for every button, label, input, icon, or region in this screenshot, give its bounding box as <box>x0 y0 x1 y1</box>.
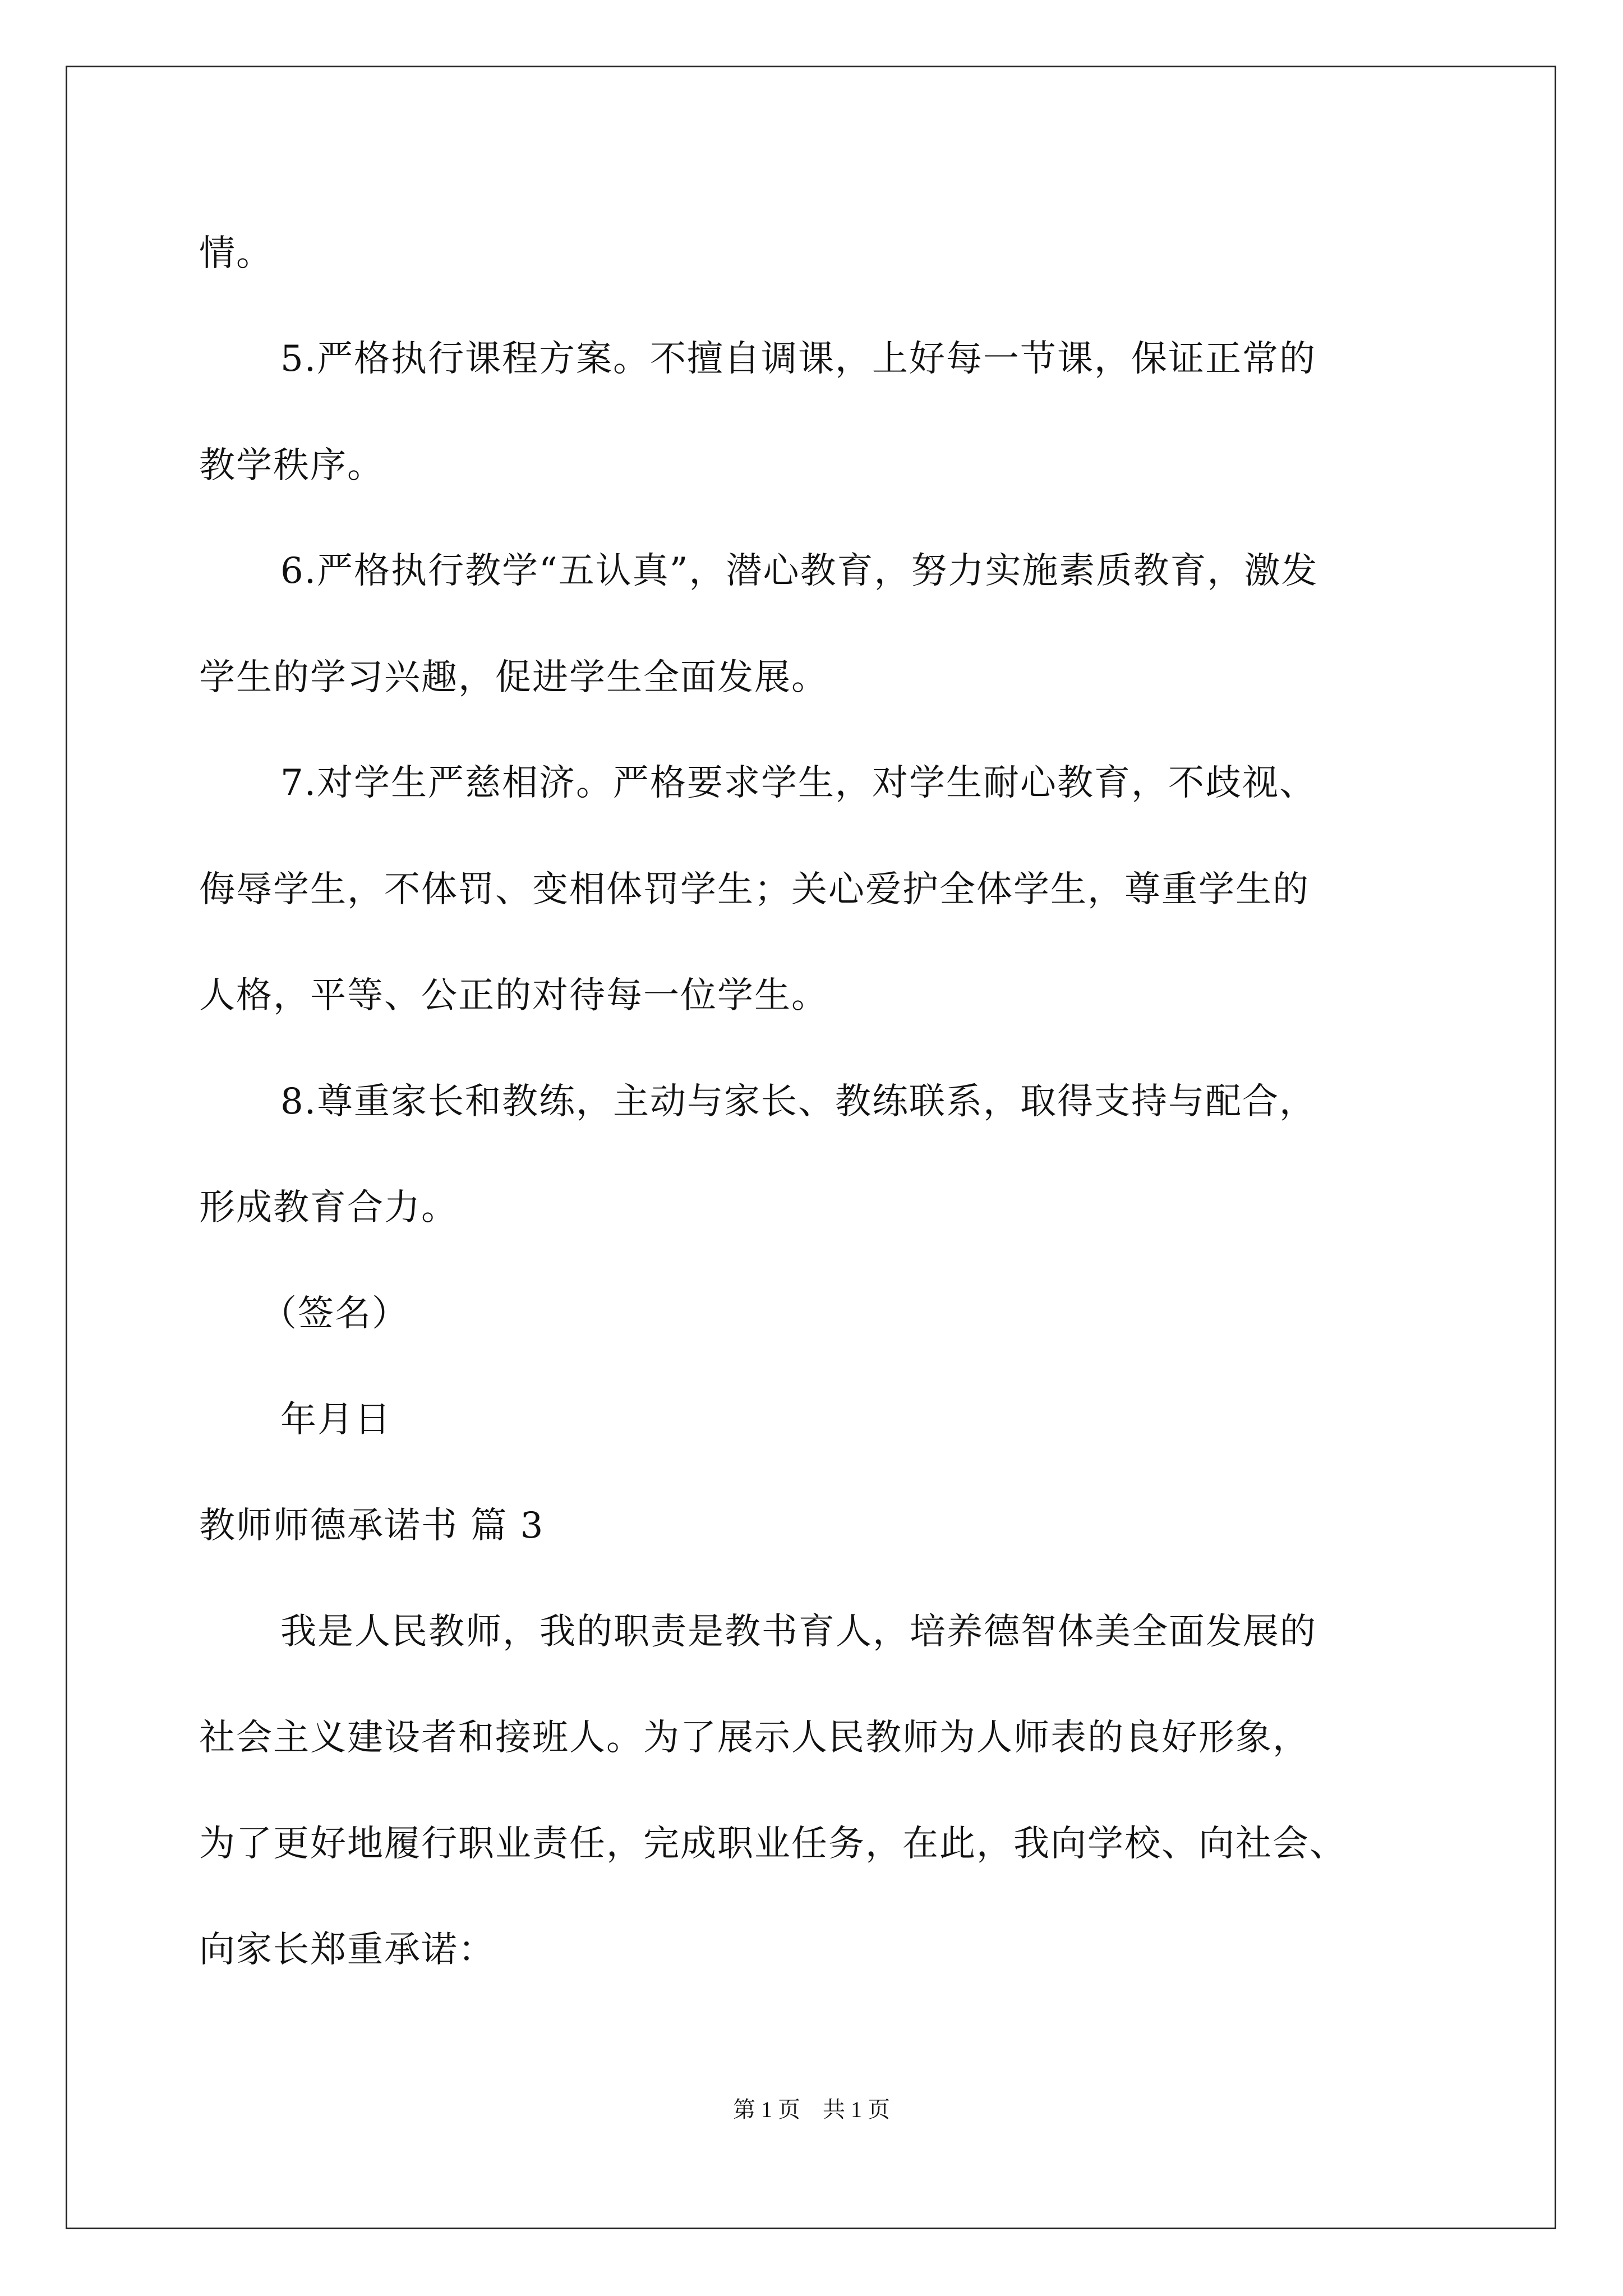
paragraph-line: 学生的学习兴趣，促进学生全面发展。 <box>199 657 828 698</box>
paragraph-line: 情。 <box>199 233 273 274</box>
section-heading: 教师师德承诺书 篇 3 <box>199 1505 545 1547</box>
paragraph-line: 为了更好地履行职业责任，完成职业任务，在此，我向学校、向社会、 <box>199 1823 1347 1865</box>
signature-label: （签名） <box>261 1293 409 1335</box>
paragraph-line: 8.尊重家长和教练，主动与家长、教练联系，取得支持与配合， <box>280 1081 1317 1122</box>
paragraph-line: 我是人民教师，我的职责是教书育人，培养德智体美全面发展的 <box>280 1611 1317 1653</box>
paragraph-line: 社会主义建设者和接班人。为了展示人民教师为人师表的良好形象， <box>199 1717 1310 1759</box>
paragraph-line: 向家长郑重承诺： <box>199 1929 495 1971</box>
paragraph-line: 形成教育合力。 <box>199 1187 458 1228</box>
paragraph-line: 教学秩序。 <box>199 445 384 486</box>
paragraph-line: 6.严格执行教学“五认真”，潜心教育，努力实施素质教育，激发 <box>280 550 1318 592</box>
paragraph-line: 7.对学生严慈相济。严格要求学生，对学生耐心教育，不歧视、 <box>280 762 1317 804</box>
page-border <box>66 66 1556 2229</box>
paragraph-line: 人格，平等、公正的对待每一位学生。 <box>199 975 828 1016</box>
date-label: 年月日 <box>280 1399 391 1441</box>
page-footer: 第 1 页 共 1 页 <box>733 2097 890 2122</box>
paragraph-line: 侮辱学生，不体罚、变相体罚学生；关心爱护全体学生，尊重学生的 <box>199 869 1310 910</box>
paragraph-line: 5.严格执行课程方案。不擅自调课，上好每一节课，保证正常的 <box>280 338 1317 380</box>
